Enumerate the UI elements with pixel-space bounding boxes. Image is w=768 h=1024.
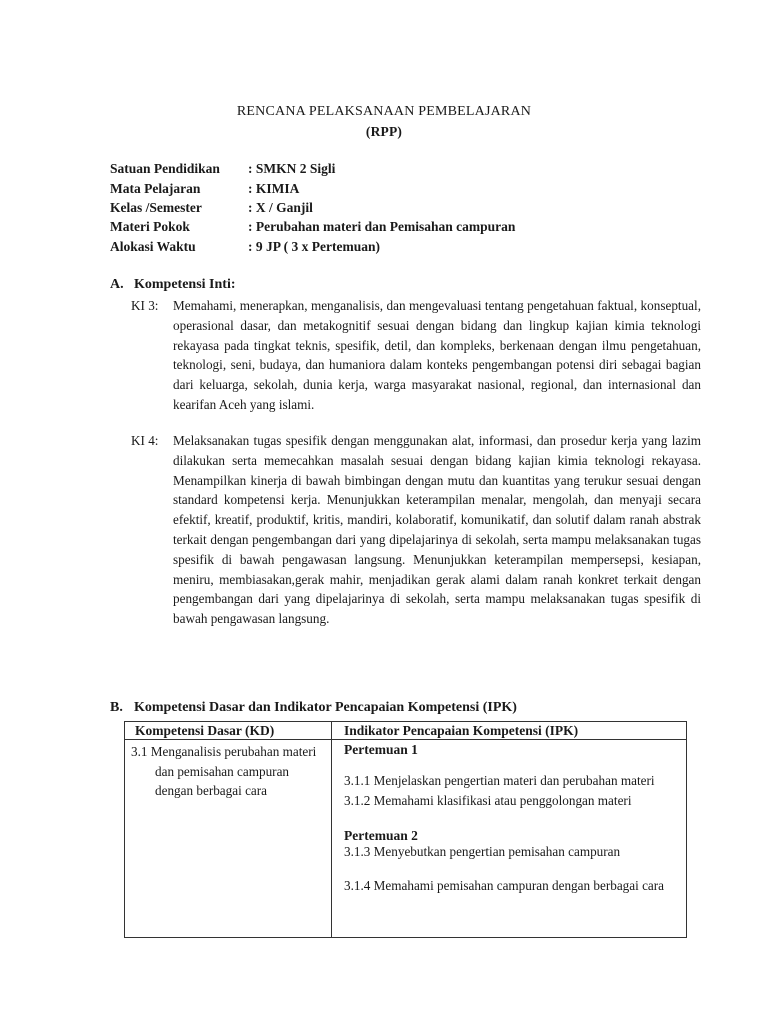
identity-label: Satuan Pendidikan — [110, 161, 220, 176]
document-subtitle: (RPP) — [365, 124, 403, 139]
section-title: Kompetensi Inti: — [134, 277, 236, 292]
ipk-item-3-1-4: 3.1.4 Memahami pemisahan campuran dengan berbagai cara — [344, 877, 665, 893]
ipk-item-3-1-3: 3.1.3 Menyebutkan pengertian pemisahan campuran — [344, 844, 621, 859]
ipk-cell — [332, 740, 687, 938]
table-row — [125, 740, 687, 938]
identity-row-mapel — [110, 181, 299, 197]
ki4-label: KI 4: — [131, 433, 159, 448]
section-b-heading — [110, 700, 517, 716]
identity-value: : 9 JP ( 3 x Pertemuan) — [248, 239, 380, 254]
kd-column-header: Kompetensi Dasar (KD) — [125, 722, 332, 740]
identity-row-alokasi — [110, 239, 380, 255]
identity-value: : KIMIA — [248, 181, 300, 196]
ipk-item-3-1-1: 3.1.1 Menjelaskan pengertian materi dan perubahan materi — [344, 772, 655, 788]
section-a-heading — [110, 277, 236, 293]
identity-label: Materi Pokok — [110, 219, 190, 234]
identity-label: Mata Pelajaran — [110, 181, 201, 196]
kd-ipk-table — [124, 721, 687, 938]
pertemuan-2-heading: Pertemuan 2 — [344, 827, 418, 843]
ki4-paragraph — [131, 431, 701, 629]
section-title: Kompetensi Dasar dan Indikator Pencapaian Kompetensi (IPK) — [134, 700, 517, 715]
table-header-row — [125, 722, 687, 740]
document-title: RENCANA PELAKSANAAN PEMBELAJARAN — [236, 104, 532, 119]
section-number: B. — [110, 700, 123, 715]
identity-value: : Perubahan materi dan Pemisahan campuran — [248, 219, 516, 234]
identity-value: : X / Ganjil — [248, 200, 313, 215]
kd-text: 3.1 Menganalisis perubahan materi dan pemisahan campuran dengan berbagai cara — [131, 744, 317, 798]
identity-label: Kelas /Semester — [110, 200, 202, 215]
kd-cell — [125, 740, 332, 938]
ipk-column-header: Indikator Pencapaian Kompetensi (IPK) — [332, 722, 687, 740]
identity-row-satuan — [110, 161, 335, 177]
ki3-label: KI 3: — [131, 298, 159, 313]
ki3-paragraph — [131, 296, 701, 415]
ipk-item-3-1-2: 3.1.2 Memahami klasifikasi atau penggolongan materi — [344, 793, 632, 808]
identity-row-materi — [110, 219, 515, 235]
ki3-text: Memahami, menerapkan, menganalisis, dan mengevaluasi tentang pengetahuan faktual, konseptual, operasional dasar, dan metakognitif sesuai dengan bidang dan lingkup kajian kimia teknologi rekayasa pada tingkat teknis, spesifik, detil, dan kompleks, berkenaan dengan ilmu pengetahuan, teknologi, seni, budaya, dan humaniora dalam konteks pengembangan potensi diri sebagai bagian dari keluarga, sekolah, dunia kerja, warga masyarakat nasional, regional, dan internasional dan kearifan Aceh yang islami. — [173, 298, 701, 412]
identity-row-kelas — [110, 200, 313, 216]
ki4-text: Melaksanakan tugas spesifik dengan menggunakan alat, informasi, dan prosedur kerja yang lazim dilakukan serta memecahkan masalah sesuai dengan bidang kajian kimia teknologi rekayasa. Menampilkan kinerja di bawah bimbingan dengan mutu dan kuantitas yang terukur sesuai dengan standard kompetensi kerja. Menunjukkan keterampilan menalar, mengolah, dan menyaji secara efektif, kreatif, produktif, kritis, mandiri, kolaboratif, komunikatif, dan solutif dalam ranah abstrak terkait dengan pengembangan dari yang dipelajarinya di sekolah, serta mampu melaksanakan tugas spesifik di bawah pengawasan langsung. Menunjukkan keterampilan mempersepsi, kesiapan, meniru, membiasakan,gerak mahir, menjadikan gerak alami dalam ranah konkret terkait dengan pengembangan dari yang dipelajarinya di sekolah, serta mampu melaksanakan tugas spesifik di bawah pengawasan langsung. — [173, 433, 701, 627]
pertemuan-1-heading: Pertemuan 1 — [344, 742, 418, 757]
identity-value: : SMKN 2 Sigli — [248, 161, 336, 176]
identity-label: Alokasi Waktu — [110, 239, 196, 254]
section-number: A. — [110, 277, 124, 292]
